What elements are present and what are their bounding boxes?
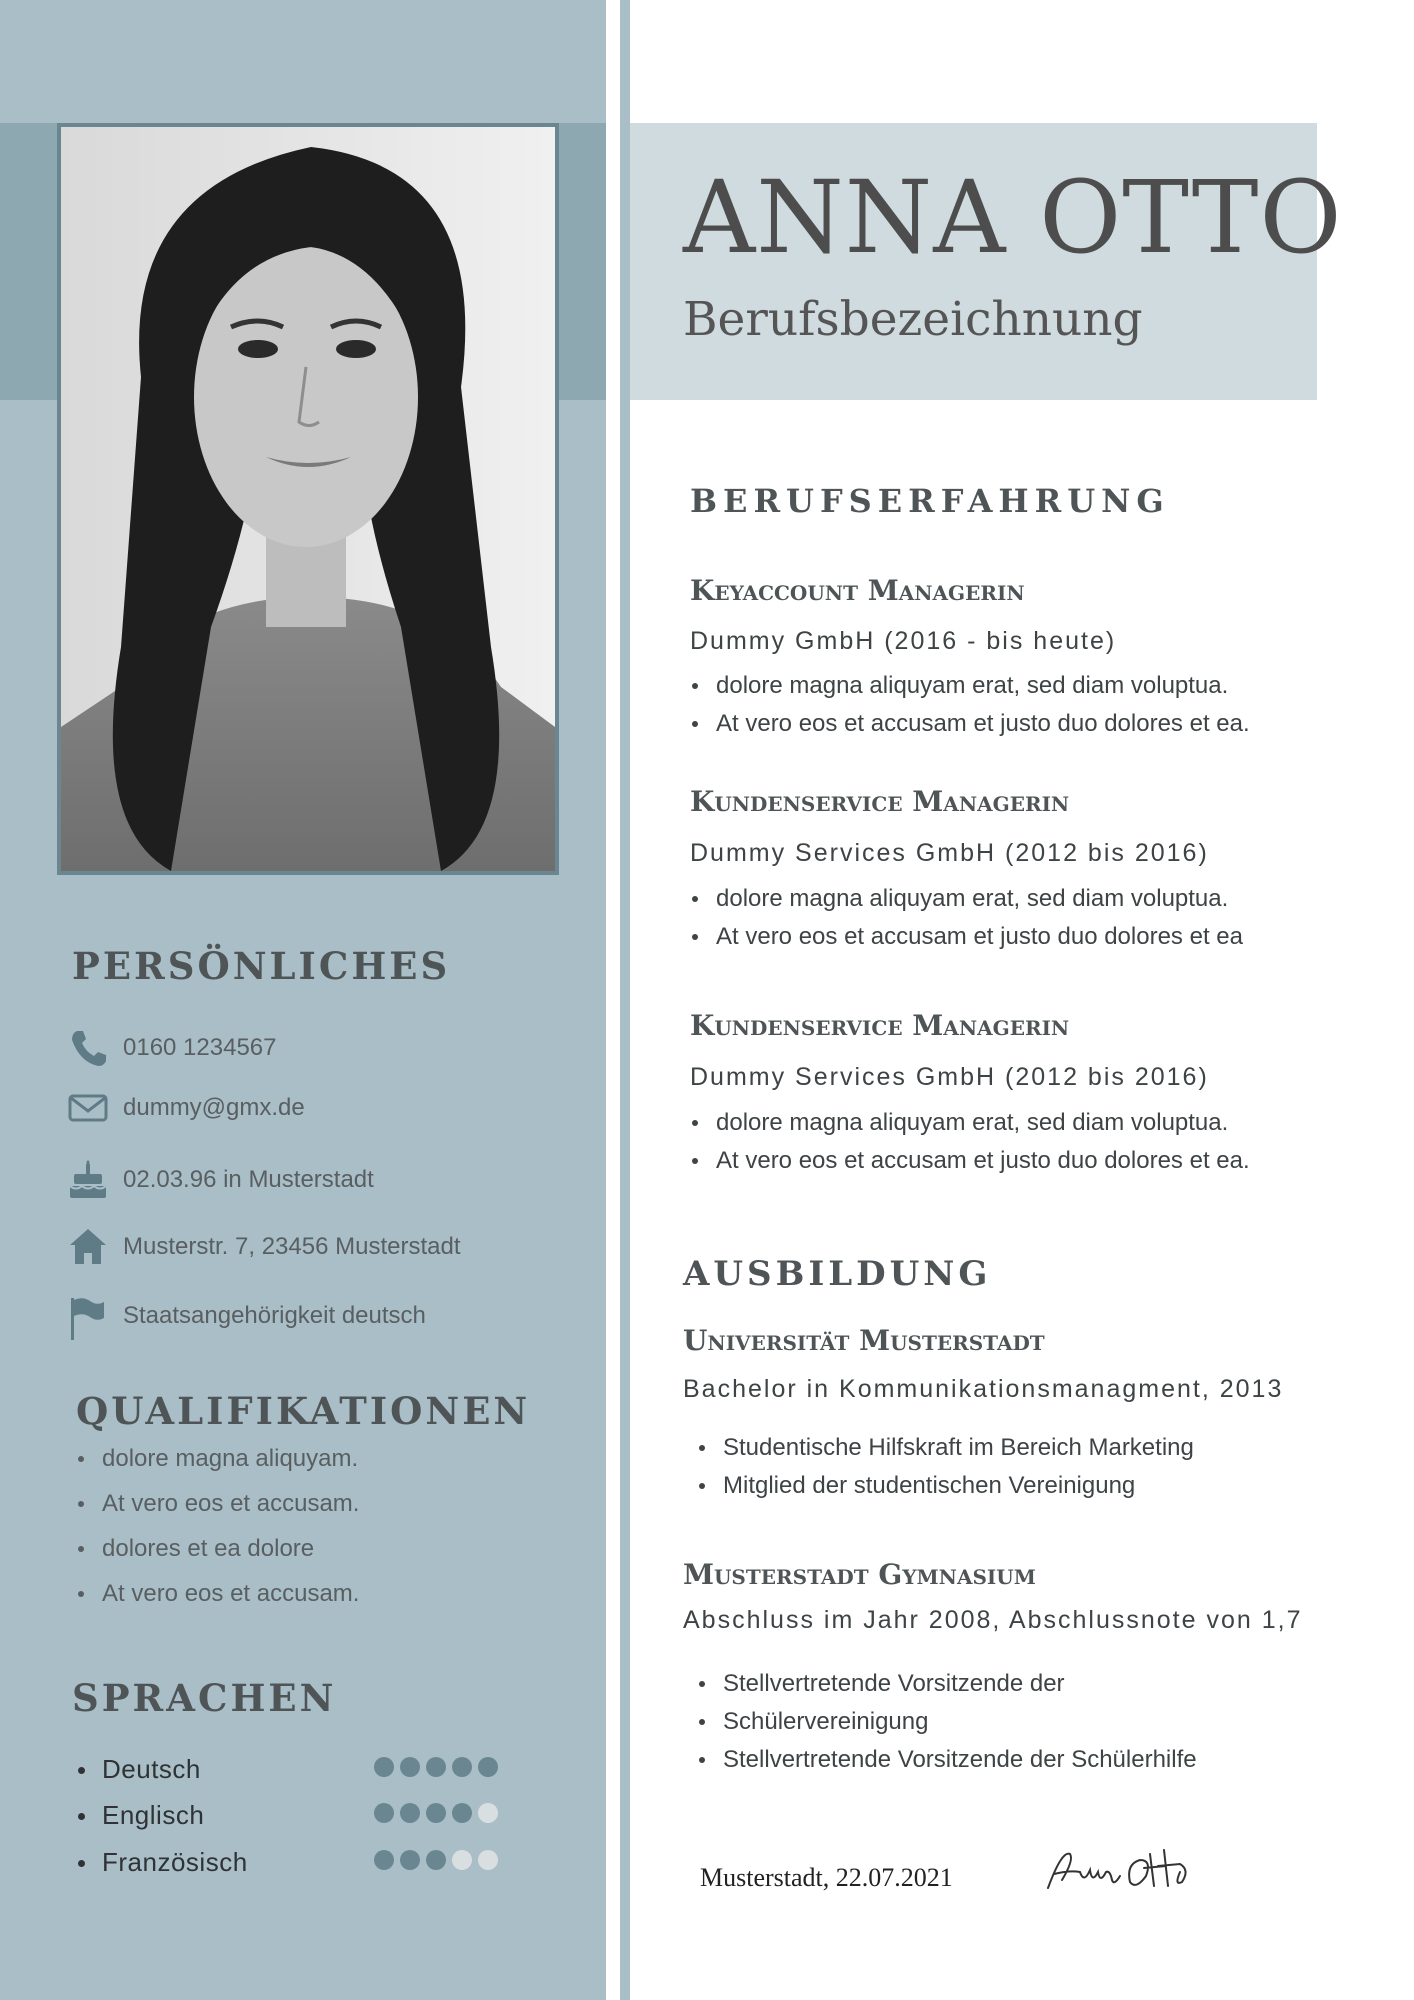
list-item: Mitglied der studentischen Vereinigung [695,1467,1194,1505]
level-dot-empty [452,1850,472,1870]
contact-address [68,1227,588,1267]
job-entry-bullets [688,880,1243,956]
education-entry-title: Universität Musterstadt [683,1324,1045,1357]
list-item [695,1703,1197,1741]
level-dot-filled [374,1803,394,1823]
level-dot-filled [400,1850,420,1870]
phone-text: 0160 1234567 [123,1034,277,1061]
job-entry-bullets [688,667,1250,743]
flag-icon [68,1292,108,1340]
job-entry-title: Keyaccount Managerin [690,574,1025,607]
nationality-text: Staatsangehörigkeit deutsch [123,1302,426,1329]
candidate-name: ANNA OTTO [683,159,1343,276]
level-dot-filled [452,1803,472,1823]
level-dot-filled [452,1757,472,1777]
list-item: dolore magna aliquyam erat, sed diam voluptua. [688,1104,1250,1142]
email-text: dummy@gmx.de [123,1094,305,1121]
personal-section-title: PERSÖNLICHES [72,944,451,988]
education-entry-detail: Abschluss im Jahr 2008, Abschlussnote von 1,7 [683,1606,1303,1634]
level-dot-filled [374,1850,394,1870]
education-section-title: AUSBILDUNG [683,1254,992,1294]
languages-section-title: SPRACHEN [72,1676,337,1720]
contact-nationality [68,1296,588,1336]
job-entry-company: Dummy Services GmbH (2012 bis 2016) [690,839,1209,867]
list-item: dolore magna aliquyam. [72,1445,359,1490]
experience-section-title: BERUFSERFAHRUNG [690,482,1170,520]
list-item: At vero eos et accusam. [72,1490,359,1535]
qualifications-section-title: QUALIFIKATIONEN [76,1389,531,1433]
level-dot-filled [426,1803,446,1823]
list-item: At vero eos et accusam et justo duo dolores et ea. [688,705,1250,743]
contact-phone [68,1028,588,1068]
birthday-cake-icon [68,1160,108,1200]
level-dot-filled [400,1803,420,1823]
vertical-divider [620,0,630,2000]
language-row [72,1847,512,1887]
envelope-icon [68,1088,108,1128]
signature [1040,1840,1210,1900]
list-item: Stellvertretende Vorsitzende der [695,1665,1197,1703]
level-dot-filled [400,1757,420,1777]
contact-email [68,1088,588,1128]
list-item: Stellvertretende Vorsitzende der Schülerhilfe [695,1741,1197,1779]
language-row [72,1800,512,1840]
job-entry-title: Kundenservice Managerin [690,785,1070,818]
birthday-text: 02.03.96 in Musterstadt [123,1166,374,1193]
language-name: Französisch [102,1847,248,1877]
place-date: Musterstadt, 22.07.2021 [700,1863,953,1892]
address-text: Musterstr. 7, 23456 Musterstadt [123,1233,461,1260]
education-entry-bullets [695,1665,1197,1779]
list-item: Studentische Hilfskraft im Bereich Marketing [695,1429,1194,1467]
job-entry-company: Dummy GmbH (2016 - bis heute) [690,627,1117,655]
list-item: At vero eos et accusam et justo duo dolores et ea. [688,1142,1250,1180]
level-dot-empty [478,1803,498,1823]
list-item: At vero eos et accusam. [72,1580,359,1625]
job-entry-bullets [688,1104,1250,1180]
list-item: dolore magna aliquyam erat, sed diam voluptua. [688,667,1250,705]
job-entry-title: Kundenservice Managerin [690,1009,1070,1042]
language-name: Deutsch [102,1754,201,1784]
job-entry-company: Dummy Services GmbH (2012 bis 2016) [690,1063,1209,1091]
list-item: dolores et ea dolore [72,1535,359,1580]
language-level-dots [374,1757,504,1779]
education-entry-bullets [695,1429,1194,1505]
list-item: At vero eos et accusam et justo duo dolores et ea [688,918,1243,956]
contact-birthday [68,1160,588,1200]
language-row [72,1754,512,1794]
level-dot-filled [426,1850,446,1870]
list-item-continuation: Schülervereinigung [723,1708,929,1735]
language-level-dots [374,1803,504,1825]
profile-photo [57,123,559,875]
education-entry-detail: Bachelor in Kommunikationsmanagment, 2013 [683,1375,1284,1403]
language-level-dots [374,1850,504,1872]
level-dot-filled [426,1757,446,1777]
level-dot-filled [374,1757,394,1777]
home-icon [68,1227,108,1267]
language-name: Englisch [102,1800,205,1830]
list-item: dolore magna aliquyam erat, sed diam voluptua. [688,880,1243,918]
level-dot-empty [478,1850,498,1870]
qualifications-list [72,1445,359,1625]
education-entry-title: Musterstadt Gymnasium [683,1558,1036,1591]
job-title: Berufsbezeichnung [683,292,1143,347]
level-dot-filled [478,1757,498,1777]
phone-icon [68,1028,108,1068]
